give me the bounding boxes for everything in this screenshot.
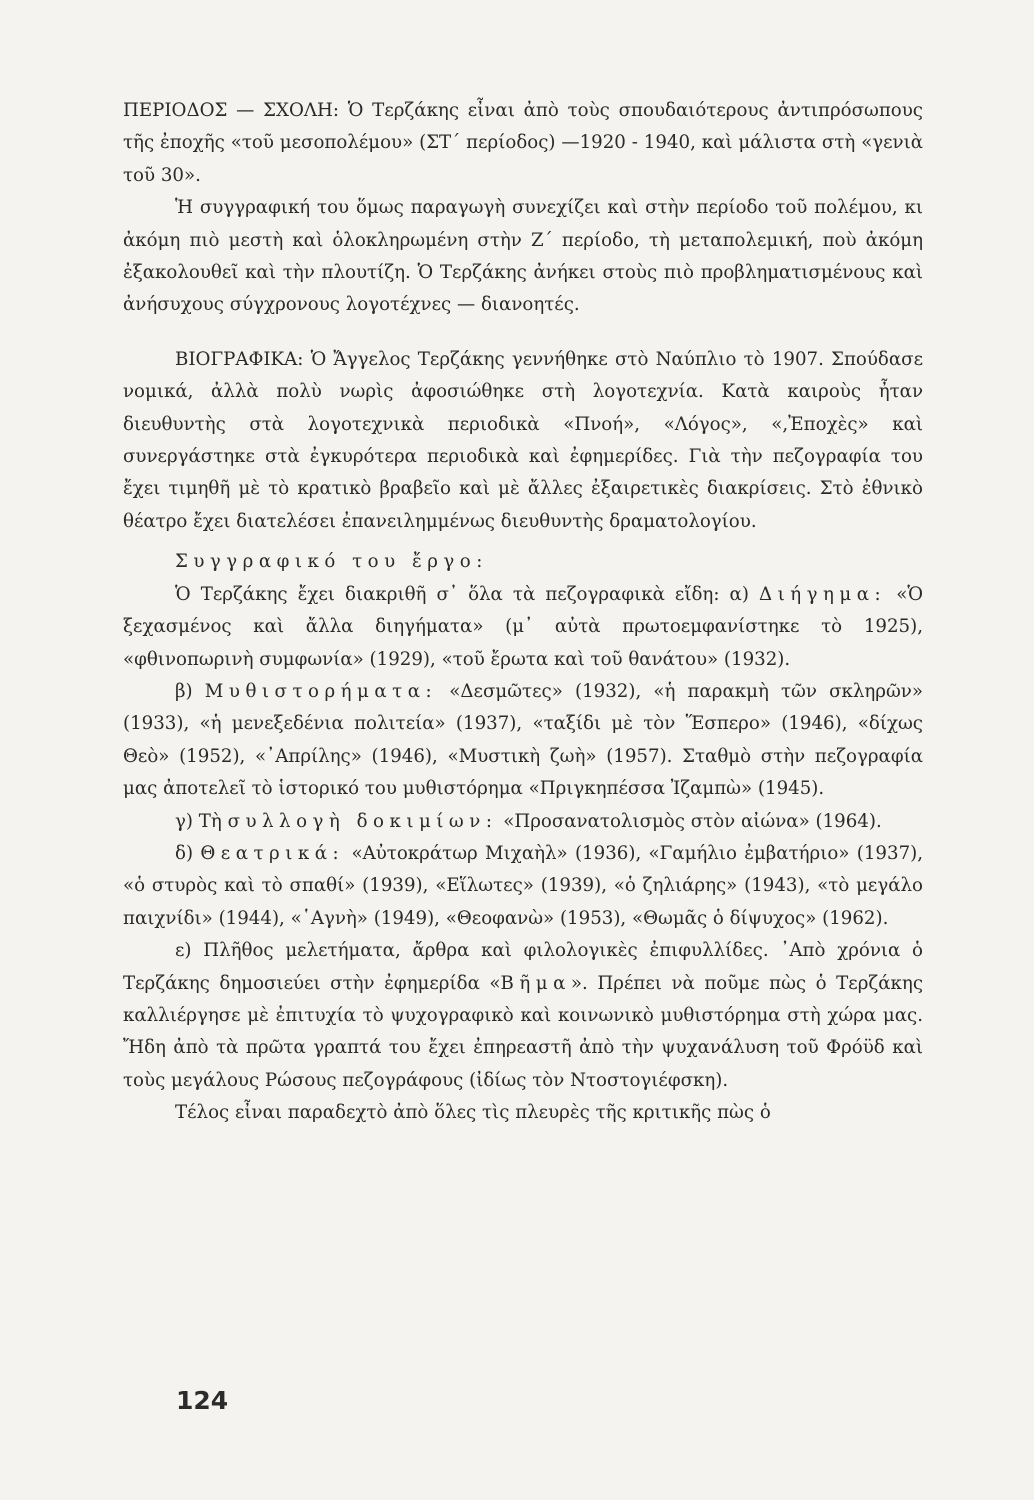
short-stories-text: «Ὁ ξεχασμένος καὶ ἄλλα διηγήματα» (μ᾽ αὐτὰ πρωτοεμφανίστηκε τὸ 1925), «φθινοπωρινὴ συμφωνία» (1929), «τοῦ ἔρωτα καὶ τοῦ θανάτου» (1932). bbox=[123, 583, 923, 670]
essays-label: συλλογὴ δοκιμίων: bbox=[227, 810, 498, 832]
closing-text: Τέλος εἶναι παραδεχτὸ ἀπὸ ὅλες τὶς πλευρὲς τῆς κριτικῆς πὼς ὁ bbox=[175, 1102, 771, 1124]
works-heading-text: Συγγραφικό του ἔργο: bbox=[175, 551, 488, 573]
newspaper-name: Βῆμα bbox=[500, 972, 571, 994]
period-text: ΠΕΡΙΟΔΟΣ — ΣΧΟΛΗ: Ὁ Τερζάκης εἶναι ἀπὸ τοὺς σπουδαιότερους ἀντιπρόσωπους τῆς ἐποχῆς «τοῦ μεσοπολέμου» (ΣΤ΄ περίοδος) —1920 - 1940, καὶ μάλιστα στὴ «γενιὰ τοῦ 30». bbox=[123, 100, 923, 186]
period-paragraph bbox=[123, 95, 923, 192]
page-number: 124 bbox=[176, 1386, 229, 1415]
theatre-label: Θεατρικά: bbox=[200, 842, 345, 864]
period-continuation-paragraph bbox=[123, 192, 923, 322]
period-continuation-text: Ἡ συγγραφική του ὅμως παραγωγὴ συνεχίζει καὶ στὴν περίοδο τοῦ πολέμου, κι ἀκόμη πιὸ μεστὴ καὶ ὁλοκληρωμένη στὴν Ζ΄ περίοδο, τὴ μεταπολεμική, ποὺ ἀκόμη ἐξακολουθεῖ καὶ τὴν πλουτίζη. Ὁ Τερζάκης ἀνήκει στοὺς πιὸ προβληματισμένους καὶ ἀνήσυχους σύγχρονους λογοτέχνες — διανοητές. bbox=[123, 197, 923, 316]
page-body bbox=[123, 95, 923, 1130]
novels-text: «Δεσμῶτες» (1932), «ἡ παρακμὴ τῶν σκληρῶν» (1933), «ἡ μενεξεδένια πολιτεία» (1937), «ταξίδι μὲ τὸν Ἕσπερο» (1946), «δίχως Θεὸ» (1952), «᾽Απρίλης» (1946), «Μυστικὴ ζωὴ» (1957). Σταθμὸ στὴν πεζογραφία μας ἀποτελεῖ τὸ ἱστορικό του μυθιστόρημα «Πριγκηπέσσα Ἰζαμπὼ» (1945). bbox=[123, 680, 923, 800]
closing-paragraph bbox=[123, 1097, 923, 1129]
novels-label: Μυθιστορήματα: bbox=[204, 680, 438, 702]
articles-text: ». Πρέπει νὰ ποῦμε πὼς ὁ Τερζάκης καλλιέργησε μὲ ἐπιτυχία τὸ ψυχογραφικὸ καὶ κοινωνικὸ μυθιστόρημα στὴ χώρα μας. Ἤδη ἀπὸ τὰ πρῶτα γραπτά του ἔχει ἐπηρεαστῆ ἀπὸ τὴν ψυχανάλυση τοῦ Φρόϋδ καὶ τοὺς μεγάλους Ρώσους πεζογράφους (ἰδίως τὸν Ντοστογιέφσκη). bbox=[123, 972, 924, 1091]
works-essays-paragraph bbox=[123, 806, 923, 838]
biography-text: ΒΙΟΓΡΑΦΙΚΑ: Ὁ Ἄγγελος Τερζάκης γεννήθηκε στὸ Ναύπλιο τὸ 1907. Σπούδασε νομικά, ἀλλὰ πολὺ νωρὶς ἀφοσιώθηκε στὴ λογοτεχνία. Κατὰ καιροὺς ἦταν διευθυντὴς στὰ λογοτεχνικὰ περιοδικὰ «Πνοή», «Λόγος», «,Ἐποχὲς» καὶ συνεργάστηκε στὰ ἐγκυρότερα περιοδικὰ καὶ ἐφημερίδες. Γιὰ τὴν πεζογραφία του ἔχει τιμηθῆ μὲ τὸ κρατικὸ βραβεῖο καὶ μὲ ἄλλες ἐξαιρετικὲς διακρίσεις. Στὸ ἐθνικὸ θέατρο ἔχει διατελέσει ἐπανειλημμένως διευθυντὴς δραματολογίου. bbox=[123, 348, 923, 532]
novels-prefix: β) bbox=[175, 680, 205, 702]
works-theatre-paragraph bbox=[123, 838, 923, 935]
short-stories-label: Διήγημα: bbox=[758, 583, 887, 605]
articles-prefix: ε) Πλῆθος μελετήματα, ἄρθρα καὶ φιλολογικὲς ἐπιφυλλίδες. ᾽Απὸ χρόνια ὁ Τερζάκης δημοσιεύει στὴν ἐφημερίδα « bbox=[123, 940, 923, 994]
biography-paragraph bbox=[123, 344, 923, 538]
works-short-stories-paragraph bbox=[123, 579, 923, 676]
works-heading bbox=[123, 546, 923, 578]
essays-text: «Προσανατολισμὸς στὸν αἰώνα» (1964). bbox=[497, 810, 882, 832]
essays-prefix: γ) Τὴ bbox=[175, 810, 228, 832]
works-articles-paragraph bbox=[123, 935, 923, 1097]
theatre-text: «Αὐτοκράτωρ Μιχαὴλ» (1936), «Γαμήλιο ἐμβατήριο» (1937), «ὁ στυρὸς καὶ τὸ σπαθί» (1939), «Εἵλωτες» (1939), «ὁ ζηλιάρης» (1943), «τὸ μεγάλο παιχνίδι» (1944), «῾Αγνὴ» (1949), «Θεοφανὼ» (1953), «Θωμᾶς ὁ δίψυχος» (1962). bbox=[123, 842, 924, 929]
works-novels-paragraph bbox=[123, 676, 923, 806]
works-intro-text: Ὁ Τερζάκης ἔχει διακριθῆ σ᾽ ὅλα τὰ πεζογραφικὰ εἴδη: α) bbox=[175, 583, 759, 605]
theatre-prefix: δ) bbox=[175, 842, 201, 864]
